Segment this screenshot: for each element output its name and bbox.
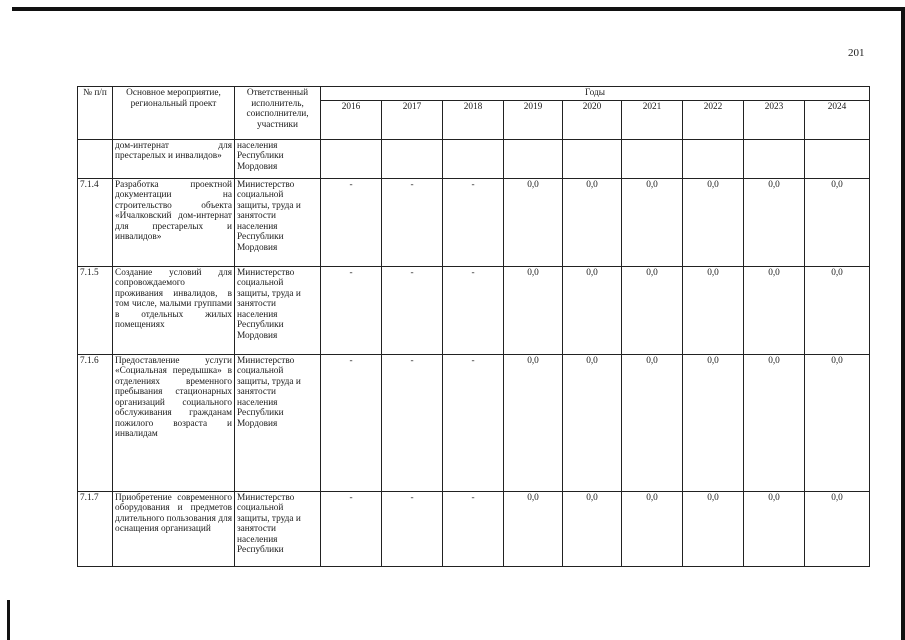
header-years-label: Годы: [321, 87, 870, 101]
row-value: 0,0: [622, 178, 683, 266]
row-num: [78, 139, 113, 178]
scan-edge-top: [12, 7, 905, 11]
header-year: 2018: [443, 100, 504, 139]
header-year: 2019: [504, 100, 563, 139]
row-value: 0,0: [805, 178, 870, 266]
header-year: 2023: [744, 100, 805, 139]
row-value: [805, 139, 870, 178]
row-responsible: Министерство социальной защиты, труда и занятости населения Республики: [235, 491, 321, 566]
row-value: 0,0: [563, 491, 622, 566]
program-table: [77, 86, 870, 567]
row-value: -: [321, 178, 382, 266]
header-measure: Основное мероприятие, региональный проект: [113, 87, 235, 140]
row-value: 0,0: [622, 354, 683, 491]
header-year: 2016: [321, 100, 382, 139]
row-value: 0,0: [683, 266, 744, 354]
header-year: 2024: [805, 100, 870, 139]
row-num: 7.1.5: [78, 266, 113, 354]
row-measure: Создание условий для сопровождаемого проживания инвалидов, в том числе, малыми группами в отдельных жилых помещениях: [113, 266, 235, 354]
row-value: [622, 139, 683, 178]
row-value: 0,0: [563, 266, 622, 354]
row-value: 0,0: [683, 178, 744, 266]
row-value: 0,0: [504, 266, 563, 354]
table-row: [78, 139, 870, 178]
header-responsible: Ответственный исполнитель, соисполнители, участники: [235, 87, 321, 140]
table-row: [78, 178, 870, 266]
row-responsible: населения Республики Мордовия: [235, 139, 321, 178]
row-responsible: Министерство социальной защиты, труда и занятости населения Республики Мордовия: [235, 266, 321, 354]
row-value: 0,0: [744, 491, 805, 566]
header-num: № п/п: [78, 87, 113, 140]
row-value: -: [382, 354, 443, 491]
row-value: 0,0: [504, 491, 563, 566]
page-number: 201: [848, 47, 865, 59]
header-year: 2021: [622, 100, 683, 139]
row-measure: Разработка проектной документации на строительство объекта «Ичалковский дом-интернат для престарелых и инвалидов»: [113, 178, 235, 266]
header-year: 2017: [382, 100, 443, 139]
row-num: 7.1.6: [78, 354, 113, 491]
row-value: 0,0: [683, 491, 744, 566]
row-responsible: Министерство социальной защиты, труда и занятости населения Республики Мордовия: [235, 354, 321, 491]
table-row: [78, 354, 870, 491]
row-value: [504, 139, 563, 178]
row-value: -: [321, 266, 382, 354]
header-year: 2022: [683, 100, 744, 139]
row-value: -: [382, 178, 443, 266]
row-value: -: [382, 491, 443, 566]
row-value: [563, 139, 622, 178]
header-year: 2020: [563, 100, 622, 139]
row-measure: дом-интернат для престарелых и инвалидов»: [113, 139, 235, 178]
row-measure: Предоставление услуги «Социальная передышка» в отделениях временного пребывания стационарных организаций социального обслуживания гражданам пожилого возраста и инвалидам: [113, 354, 235, 491]
row-value: 0,0: [744, 266, 805, 354]
row-value: 0,0: [744, 354, 805, 491]
row-value: 0,0: [683, 354, 744, 491]
row-value: -: [443, 354, 504, 491]
table-row: [78, 266, 870, 354]
row-value: -: [443, 491, 504, 566]
row-value: 0,0: [744, 178, 805, 266]
row-responsible: Министерство социальной защиты, труда и занятости населения Республики Мордовия: [235, 178, 321, 266]
row-value: 0,0: [622, 491, 683, 566]
scan-edge-right: [901, 7, 905, 640]
row-value: 0,0: [805, 491, 870, 566]
row-value: [443, 139, 504, 178]
row-value: [744, 139, 805, 178]
row-value: 0,0: [805, 266, 870, 354]
row-measure: Приобретение современного оборудования и предметов длительного пользования для оснащения организаций: [113, 491, 235, 566]
header-row-top: [78, 87, 870, 101]
row-value: [382, 139, 443, 178]
row-value: 0,0: [563, 354, 622, 491]
row-value: -: [321, 491, 382, 566]
row-value: 0,0: [622, 266, 683, 354]
scan-edge-left: [7, 600, 10, 640]
row-value: -: [382, 266, 443, 354]
row-value: [683, 139, 744, 178]
row-value: -: [443, 266, 504, 354]
row-value: 0,0: [563, 178, 622, 266]
row-value: [321, 139, 382, 178]
row-value: 0,0: [805, 354, 870, 491]
table-row: [78, 491, 870, 566]
row-num: 7.1.7: [78, 491, 113, 566]
row-value: -: [321, 354, 382, 491]
row-num: 7.1.4: [78, 178, 113, 266]
row-value: 0,0: [504, 354, 563, 491]
row-value: 0,0: [504, 178, 563, 266]
row-value: -: [443, 178, 504, 266]
